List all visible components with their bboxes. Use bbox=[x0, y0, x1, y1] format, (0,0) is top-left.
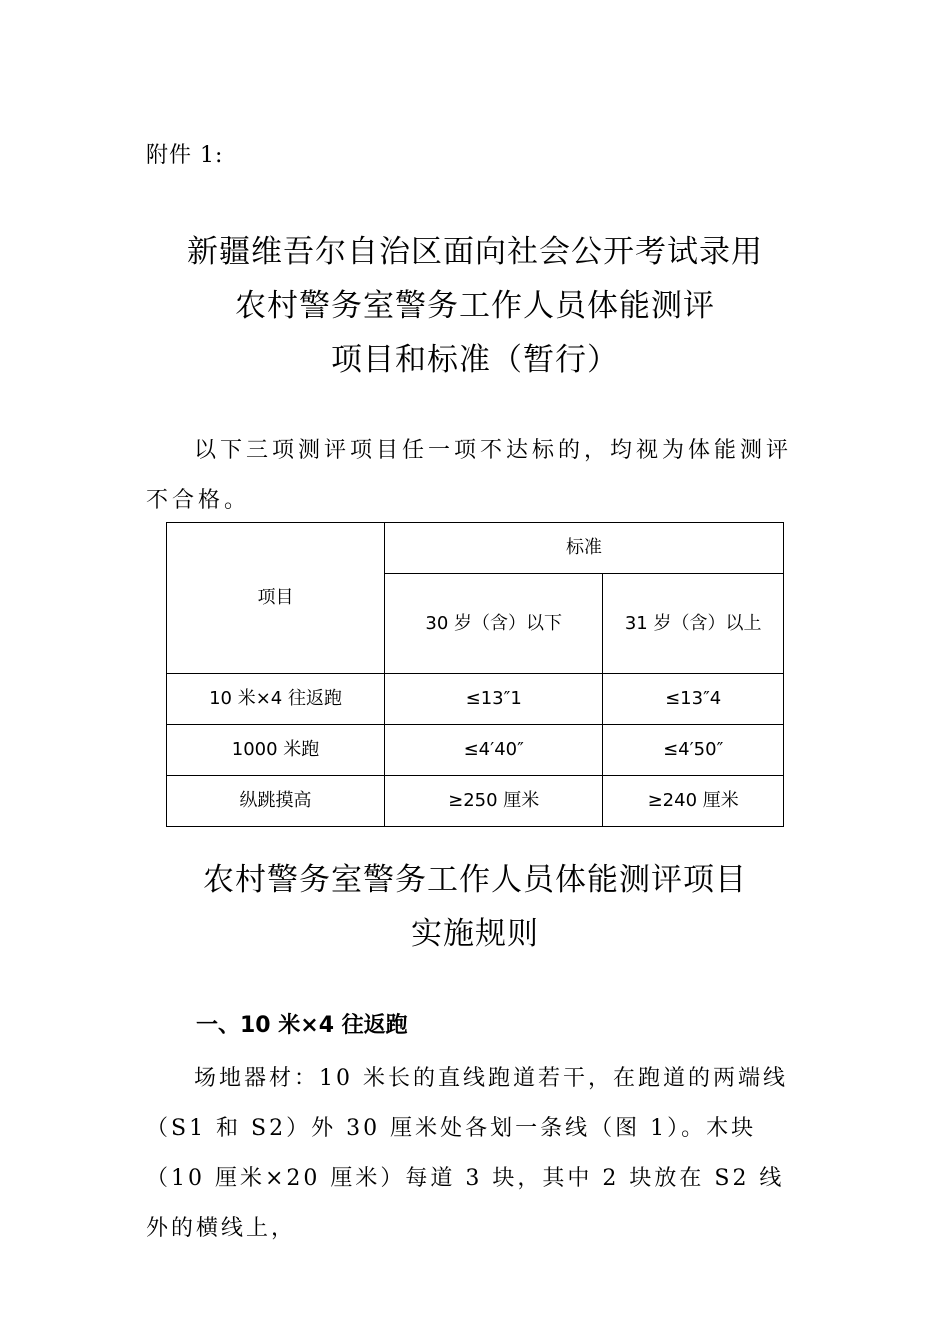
section-heading: 一、10 米×4 往返跑 bbox=[196, 1013, 408, 1038]
section-paragraph bbox=[146, 1054, 806, 1254]
rules-title bbox=[0, 853, 950, 961]
main-title-line1: 新疆维吾尔自治区面向社会公开考试录用 bbox=[187, 234, 763, 270]
row-value-a: ≤4′40″ bbox=[385, 725, 603, 776]
intro-paragraph bbox=[146, 426, 806, 526]
header-age-30-below: 30 岁（含）以下 bbox=[385, 574, 603, 674]
row-value-b: ≥240 厘米 bbox=[603, 776, 784, 827]
table-header-row bbox=[167, 523, 784, 574]
intro-text: 以下三项测评项目任一项不达标的，均视为体能测评不合格。 bbox=[146, 438, 793, 513]
main-title-line3: 项目和标准（暂行） bbox=[331, 342, 619, 378]
row-value-b: ≤4′50″ bbox=[603, 725, 784, 776]
row-item: 1000 米跑 bbox=[167, 725, 385, 776]
header-standard: 标准 bbox=[385, 523, 784, 574]
attachment-label: 附件 1: bbox=[146, 143, 224, 168]
table-row bbox=[167, 725, 784, 776]
standards-table bbox=[166, 522, 784, 827]
table-row bbox=[167, 776, 784, 827]
row-value-a: ≥250 厘米 bbox=[385, 776, 603, 827]
row-item: 纵跳摸高 bbox=[167, 776, 385, 827]
main-title-line2: 农村警务室警务工作人员体能测评 bbox=[235, 288, 715, 324]
section-paragraph-text: 场地器材：10 米长的直线跑道若干，在跑道的两端线（S1 和 S2）外 30 厘米处各划一条线（图 1）。木块（10 厘米×20 厘米）每道 3 块，其中 2 块放在 S2 线外的横线上， bbox=[146, 1066, 788, 1241]
main-title bbox=[0, 225, 950, 387]
header-age-31-above: 31 岁（含）以上 bbox=[603, 574, 784, 674]
rules-title-line1: 农村警务室警务工作人员体能测评项目 bbox=[203, 862, 747, 898]
row-value-a: ≤13″1 bbox=[385, 674, 603, 725]
row-value-b: ≤13″4 bbox=[603, 674, 784, 725]
table-row bbox=[167, 674, 784, 725]
rules-title-line2: 实施规则 bbox=[411, 916, 539, 952]
row-item: 10 米×4 往返跑 bbox=[167, 674, 385, 725]
header-item: 项目 bbox=[167, 523, 385, 674]
